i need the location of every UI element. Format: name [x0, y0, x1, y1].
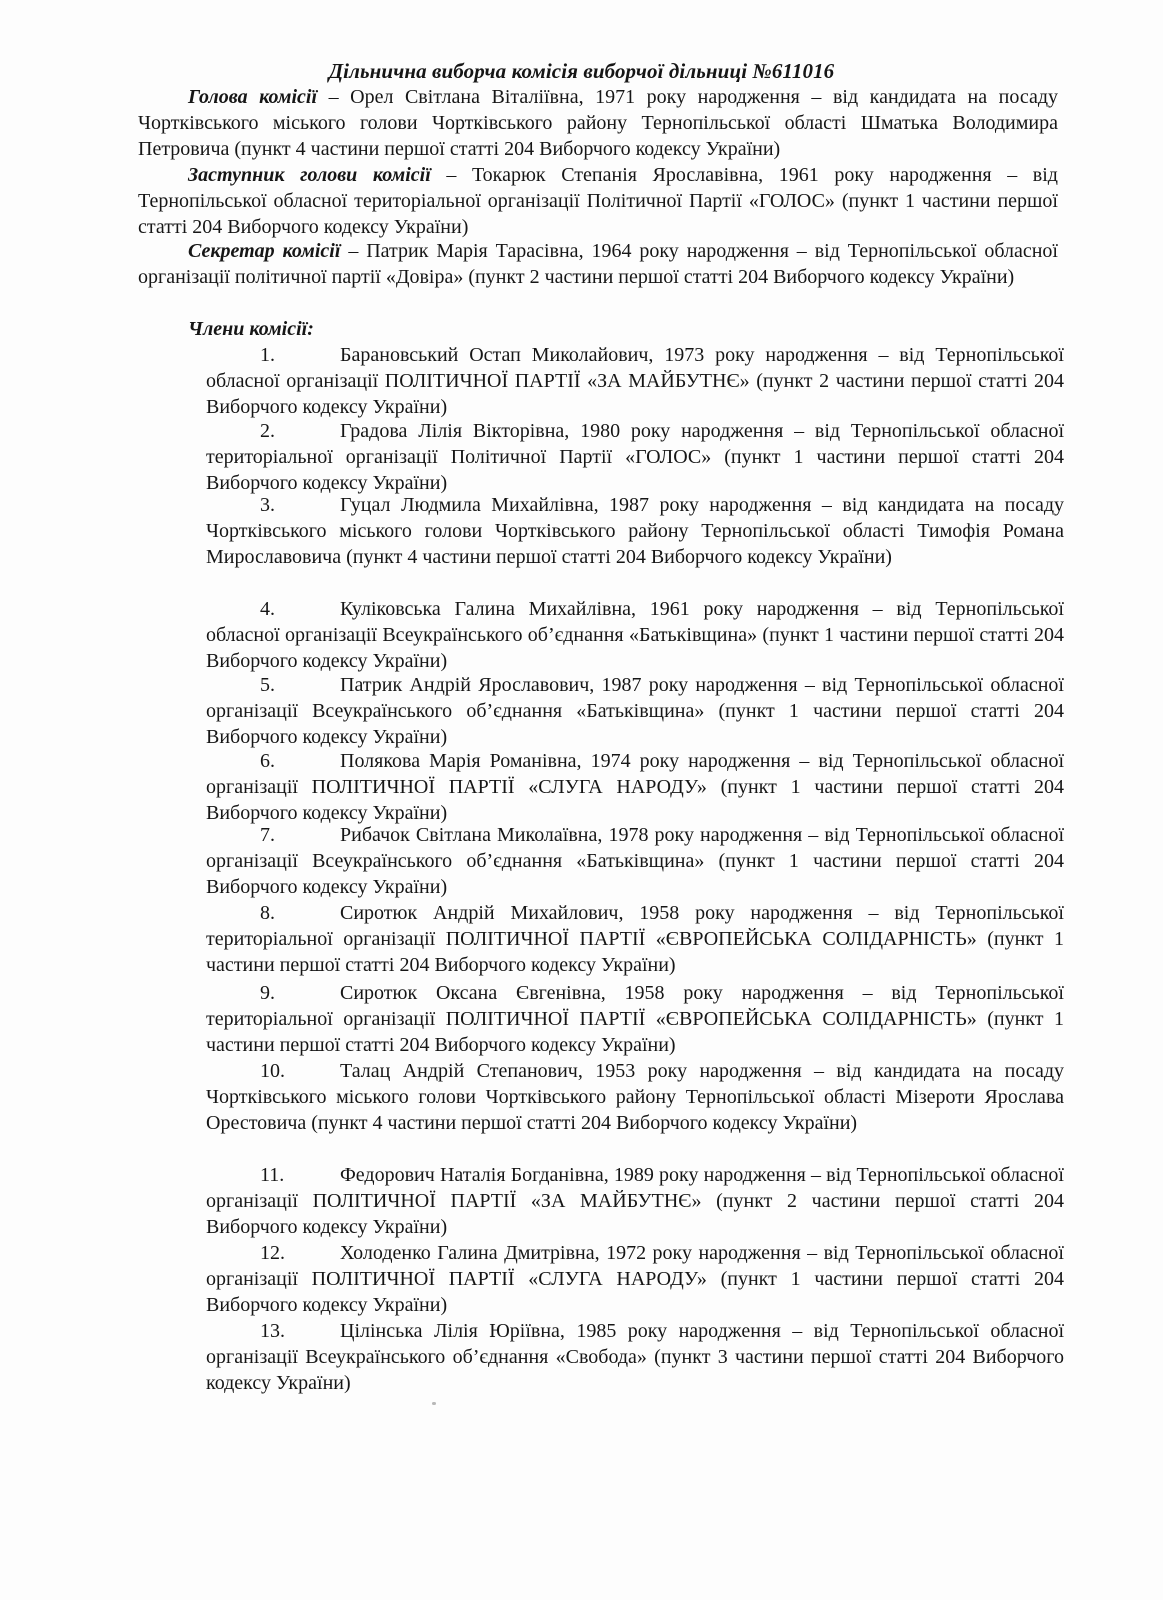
member-item — [206, 1318, 1064, 1396]
deputy-role-label: Заступник голови комісії — [188, 164, 431, 186]
member-item — [206, 492, 1064, 570]
document-title: Дільнична виборча комісія виборчої дільниці №611016 — [328, 59, 835, 83]
member-text: Цілінська Лілія Юріївна, 1985 року народження – від Тернопільської обласної організації Всеукраїнського об’єднання «Свобода» (пункт 3 частини першої статті 204 Виборчого кодексу України) — [206, 1320, 1064, 1394]
member-number: 10. — [260, 1060, 285, 1082]
member-text: Сиротюк Андрій Михайлович, 1958 року народження – від Тернопільської територіальної організації ПОЛІТИЧНОЇ ПАРТІЇ «ЄВРОПЕЙСЬКА СОЛІДАРНІСТЬ» (пункт 1 частини першої статті 204 Виборчого кодексу України) — [206, 902, 1064, 976]
member-item — [206, 418, 1064, 496]
member-text: Рибачок Світлана Миколаївна, 1978 року народження – від Тернопільської обласної організації Всеукраїнського об’єднання «Батьківщина» (пункт 1 частини першої статті 204 Виборчого кодексу України) — [206, 824, 1064, 898]
member-number: 7. — [260, 824, 275, 846]
commission-head-paragraph — [138, 84, 1058, 162]
head-text: – Орел Світлана Віталіївна, 1971 року народження – від кандидата на посаду Чортківського міського голови Чортківського району Тернопільської області Шматька Володимира Петровича (пункт 4 частини першої статті 204 Виборчого кодексу України) — [138, 86, 1059, 160]
member-text: Сиротюк Оксана Євгенівна, 1958 року народження – від Тернопільської територіальної організації ПОЛІТИЧНОЇ ПАРТІЇ «ЄВРОПЕЙСЬКА СОЛІДАРНІСТЬ» (пункт 1 частини першої статті 204 Виборчого кодексу України) — [206, 982, 1064, 1056]
member-text: Полякова Марія Романівна, 1974 року народження – від Тернопільської обласної організації ПОЛІТИЧНОЇ ПАРТІЇ «СЛУГА НАРОДУ» (пункт 1 частини першої статті 204 Виборчого кодексу України) — [206, 750, 1064, 824]
member-number: 11. — [260, 1164, 285, 1186]
deputy-text: – Токарюк Степанія Ярославівна, 1961 року народження – від Тернопільської обласної територіальної організації Політичної Партії «ГОЛОС» (пункт 1 частини першої статті 204 Виборчого кодексу України) — [138, 164, 1058, 238]
member-item — [206, 900, 1064, 978]
member-number: 2. — [260, 420, 275, 442]
member-item — [206, 1240, 1064, 1318]
member-number: 12. — [260, 1242, 285, 1264]
member-number: 5. — [260, 674, 275, 696]
member-text: Патрик Андрій Ярославович, 1987 року народження – від Тернопільської обласної організації Всеукраїнського об’єднання «Батьківщина» (пункт 1 частини першої статті 204 Виборчого кодексу України) — [206, 674, 1064, 748]
commission-secretary-paragraph — [138, 238, 1058, 290]
member-number: 9. — [260, 982, 275, 1004]
secretary-text: – Патрик Марія Тарасівна, 1964 року народження – від Тернопільської обласної організації політичної партії «Довіра» (пункт 2 частини першої статті 204 Виборчого кодексу України) — [138, 240, 1058, 288]
scan-speck — [432, 1402, 436, 1405]
member-text: Градова Лілія Вікторівна, 1980 року народження – від Тернопільської обласної територіальної організації Політичної Партії «ГОЛОС» (пункт 1 частини першої статті 204 Виборчого кодексу України) — [206, 420, 1064, 494]
commission-deputy-paragraph — [138, 162, 1058, 240]
member-text: Куліковська Галина Михайлівна, 1961 року народження – від Тернопільської обласної організації Всеукраїнського об’єднання «Батьківщина» (пункт 1 частини першої статті 204 Виборчого кодексу України) — [206, 598, 1064, 672]
member-item — [206, 672, 1064, 750]
member-item — [206, 342, 1064, 420]
member-number: 3. — [260, 494, 275, 516]
member-text: Талац Андрій Степанович, 1953 року народження – від кандидата на посаду Чортківського міського голови Чортківського району Тернопільської області Мізероти Ярослава Орестовича (пункт 4 частини першої статті 204 Виборчого кодексу України) — [206, 1060, 1064, 1134]
member-number: 8. — [260, 902, 275, 924]
member-text: Холоденко Галина Дмитрівна, 1972 року народження – від Тернопільської обласної організації ПОЛІТИЧНОЇ ПАРТІЇ «СЛУГА НАРОДУ» (пункт 1 частини першої статті 204 Виборчого кодексу України) — [206, 1242, 1064, 1316]
member-text: Гуцал Людмила Михайлівна, 1987 року народження – від кандидата на посаду Чортківського міського голови Чортківського району Тернопільської області Тимофія Романа Мирославовича (пункт 4 частини першої статті 204 Виборчого кодексу України) — [206, 494, 1064, 568]
member-number: 4. — [260, 598, 275, 620]
member-text: Федорович Наталія Богданівна, 1989 року народження – від Тернопільської обласної організації ПОЛІТИЧНОЇ ПАРТІЇ «ЗА МАЙБУТНЄ» (пункт 2 частини першої статті 204 Виборчого кодексу України) — [206, 1164, 1064, 1238]
member-item — [206, 1162, 1064, 1240]
members-heading: Члени комісії: — [188, 318, 314, 340]
member-number: 6. — [260, 750, 275, 772]
member-item — [206, 822, 1064, 900]
head-role-label: Голова комісії — [188, 86, 318, 108]
member-item — [206, 980, 1064, 1058]
member-text: Барановський Остап Миколайович, 1973 року народження – від Тернопільської обласної організації ПОЛІТИЧНОЇ ПАРТІЇ «ЗА МАЙБУТНЄ» (пункт 2 частини першої статті 204 Виборчого кодексу України) — [206, 344, 1064, 418]
member-number: 13. — [260, 1320, 285, 1342]
member-number: 1. — [260, 344, 275, 366]
member-item — [206, 748, 1064, 826]
member-item — [206, 1058, 1064, 1136]
secretary-role-label: Секретар комісії — [188, 240, 341, 262]
member-item — [206, 596, 1064, 674]
